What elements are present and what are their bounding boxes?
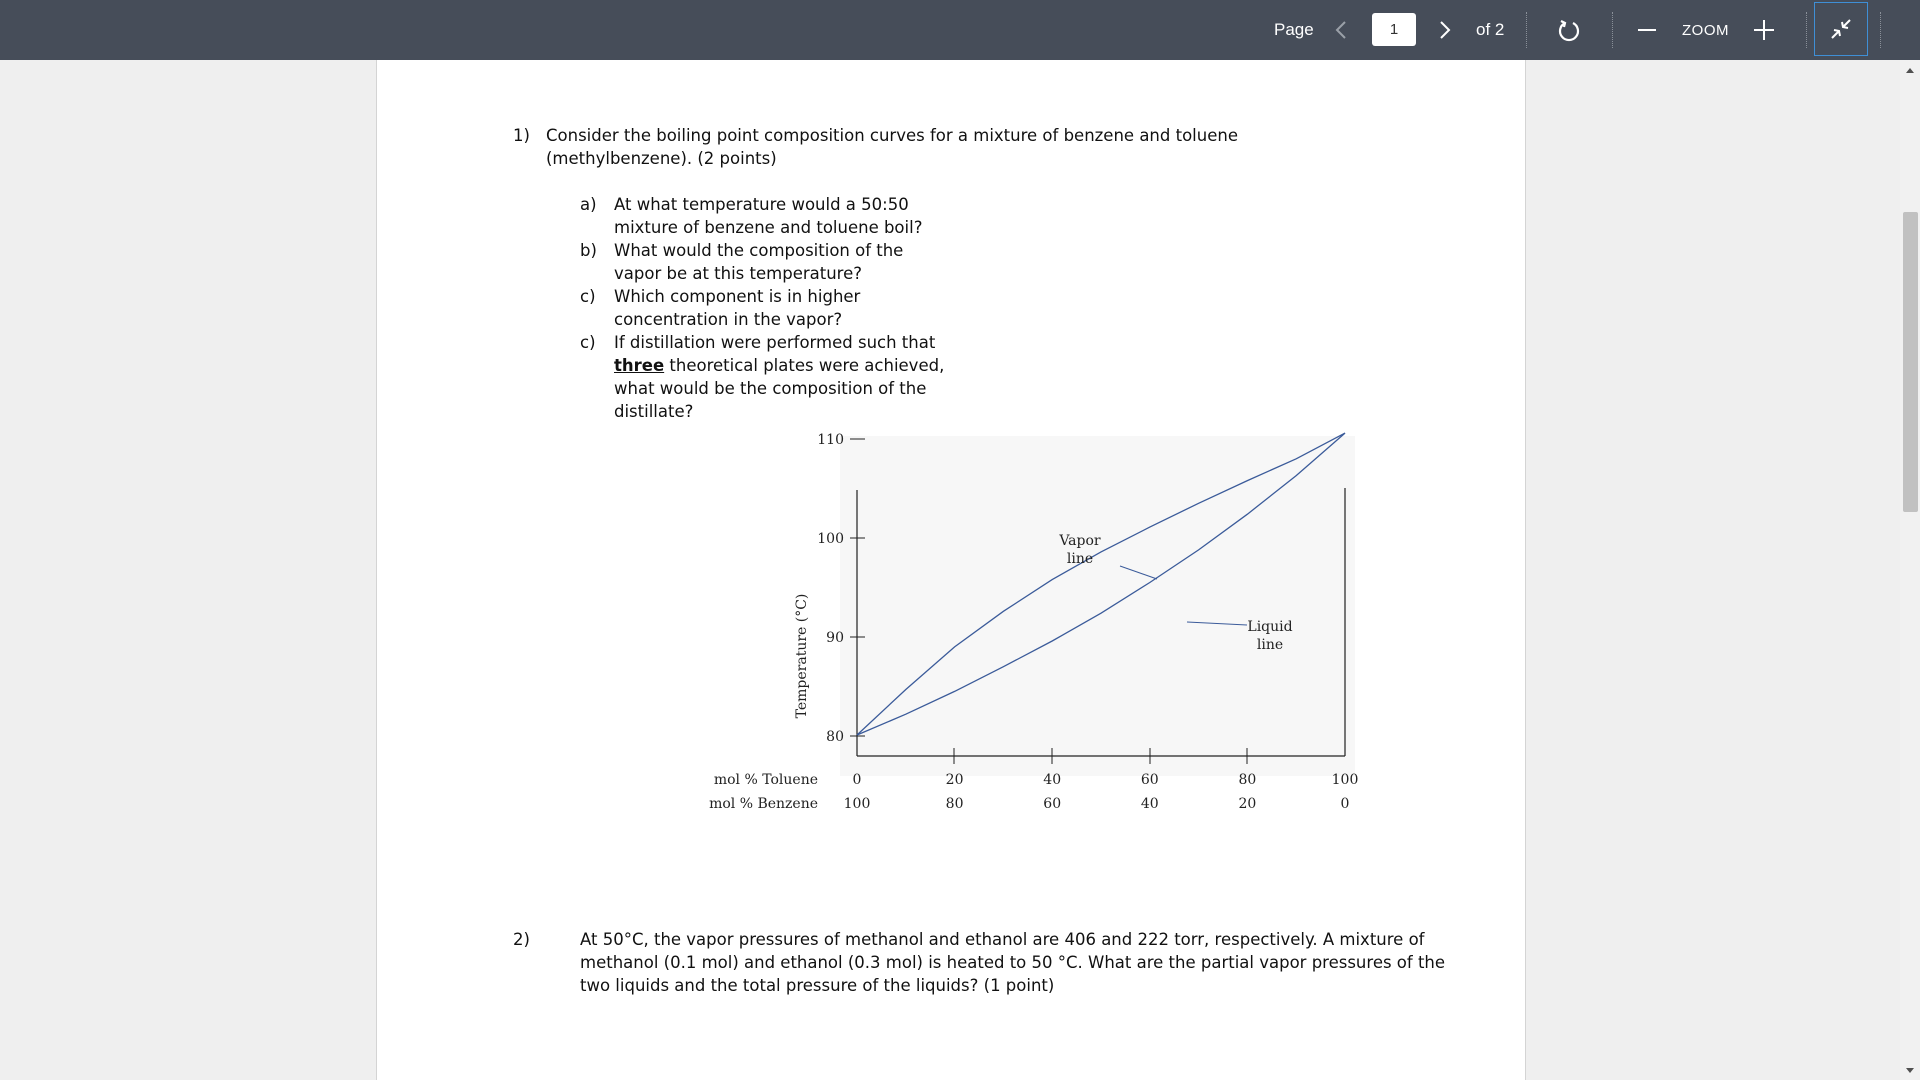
- sub-question-text: What would the composition of the: [614, 241, 904, 260]
- question-text: (methylbenzene). (2 points): [546, 149, 777, 168]
- y-tick-label: 90: [826, 630, 844, 646]
- question-text: methanol (0.1 mol) and ethanol (0.3 mol) is heated to 50 °C. What are the partial vapor pressures of the: [580, 953, 1446, 972]
- x-tick-label-benzene: 40: [1140, 796, 1159, 812]
- vertical-scrollbar[interactable]: [1900, 60, 1920, 1080]
- y-tick-label: 110: [817, 432, 844, 448]
- toolbar-divider: [1612, 12, 1614, 48]
- emphasis-word: three: [614, 356, 665, 375]
- toolbar-divider: [1526, 12, 1528, 48]
- scroll-up-arrow-icon[interactable]: [1900, 60, 1920, 80]
- sub-question-letter: a): [580, 195, 597, 214]
- x-tick-label-toluene: 60: [1140, 772, 1159, 788]
- sub-question-text: distillate?: [614, 402, 694, 421]
- sub-question-text: what would be the composition of the: [614, 379, 927, 398]
- zoom-in-icon[interactable]: [1752, 0, 1776, 60]
- sub-question-text-rest: theoretical plates were achieved,: [664, 356, 945, 375]
- vapor-line-label: Vapor: [1059, 533, 1101, 549]
- sub-question-letter: b): [580, 241, 597, 260]
- sub-question-text: If distillation were performed such that: [614, 333, 936, 352]
- reset-icon[interactable]: [1554, 0, 1584, 60]
- liquid-line-label: Liquid: [1247, 619, 1293, 635]
- x-tick-label-benzene: 20: [1238, 796, 1257, 812]
- x-tick-label-benzene: 100: [843, 796, 871, 812]
- chevron-left-icon[interactable]: [1332, 0, 1350, 60]
- zoom-out-icon[interactable]: [1636, 0, 1658, 60]
- page-count: of 2: [1476, 20, 1505, 39]
- y-tick-label: 100: [817, 531, 844, 547]
- vapor-line-label: line: [1066, 551, 1094, 567]
- liquid-line-label: line: [1256, 637, 1284, 653]
- y-axis-label: Temperature (°C): [794, 593, 810, 719]
- sub-question-text: vapor be at this temperature?: [614, 264, 862, 283]
- question-number: 2): [513, 930, 530, 949]
- document-page: [376, 60, 1526, 1080]
- toolbar: [0, 0, 1920, 60]
- question-text: Consider the boiling point composition curves for a mixture of benzene and toluene: [546, 126, 1238, 145]
- toolbar-divider: [1806, 12, 1808, 48]
- y-tick-label: 80: [826, 729, 844, 745]
- scan-shading: [840, 436, 1355, 776]
- question-number: 1): [513, 126, 530, 145]
- scroll-down-arrow-icon[interactable]: [1900, 1060, 1920, 1080]
- chevron-right-icon[interactable]: [1436, 0, 1454, 60]
- scrollbar-thumb[interactable]: [1903, 212, 1918, 512]
- sub-question-text: At what temperature would a 50:50: [614, 195, 909, 214]
- x-tick-label-toluene: 80: [1238, 772, 1257, 788]
- sub-question-letter: c): [580, 333, 596, 352]
- page-number-input[interactable]: [1372, 13, 1416, 46]
- x-tick-label-toluene: 20: [945, 772, 964, 788]
- x-axis-label-toluene: mol % Toluene: [713, 772, 818, 788]
- boiling-point-chart: [709, 418, 1360, 943]
- x-tick-label-benzene: 60: [1043, 796, 1062, 812]
- x-axis-label-benzene: mol % Benzene: [709, 796, 818, 812]
- question-text: At 50°C, the vapor pressures of methanol and ethanol are 406 and 222 torr, respectively. A mixture of: [580, 930, 1425, 949]
- x-tick-labels: [844, 772, 1359, 812]
- collapse-icon[interactable]: [1814, 2, 1868, 56]
- question-text: two liquids and the total pressure of the liquids? (1 point): [580, 976, 1055, 995]
- sub-question-text: mixture of benzene and toluene boil?: [614, 218, 923, 237]
- x-tick-label-benzene: 0: [1340, 796, 1350, 812]
- x-tick-label-toluene: 100: [1331, 772, 1359, 788]
- x-tick-label-toluene: 0: [852, 772, 862, 788]
- page-label: Page: [1274, 20, 1314, 39]
- x-tick-label-benzene: 80: [945, 796, 964, 812]
- sub-question-letter: c): [580, 287, 596, 306]
- zoom-label: ZOOM: [1682, 21, 1729, 39]
- sub-question-text: concentration in the vapor?: [614, 310, 843, 329]
- sub-question-text: Which component is in higher: [614, 287, 861, 306]
- x-tick-label-toluene: 40: [1043, 772, 1062, 788]
- sub-question-text: [614, 354, 944, 377]
- toolbar-divider: [1880, 12, 1882, 48]
